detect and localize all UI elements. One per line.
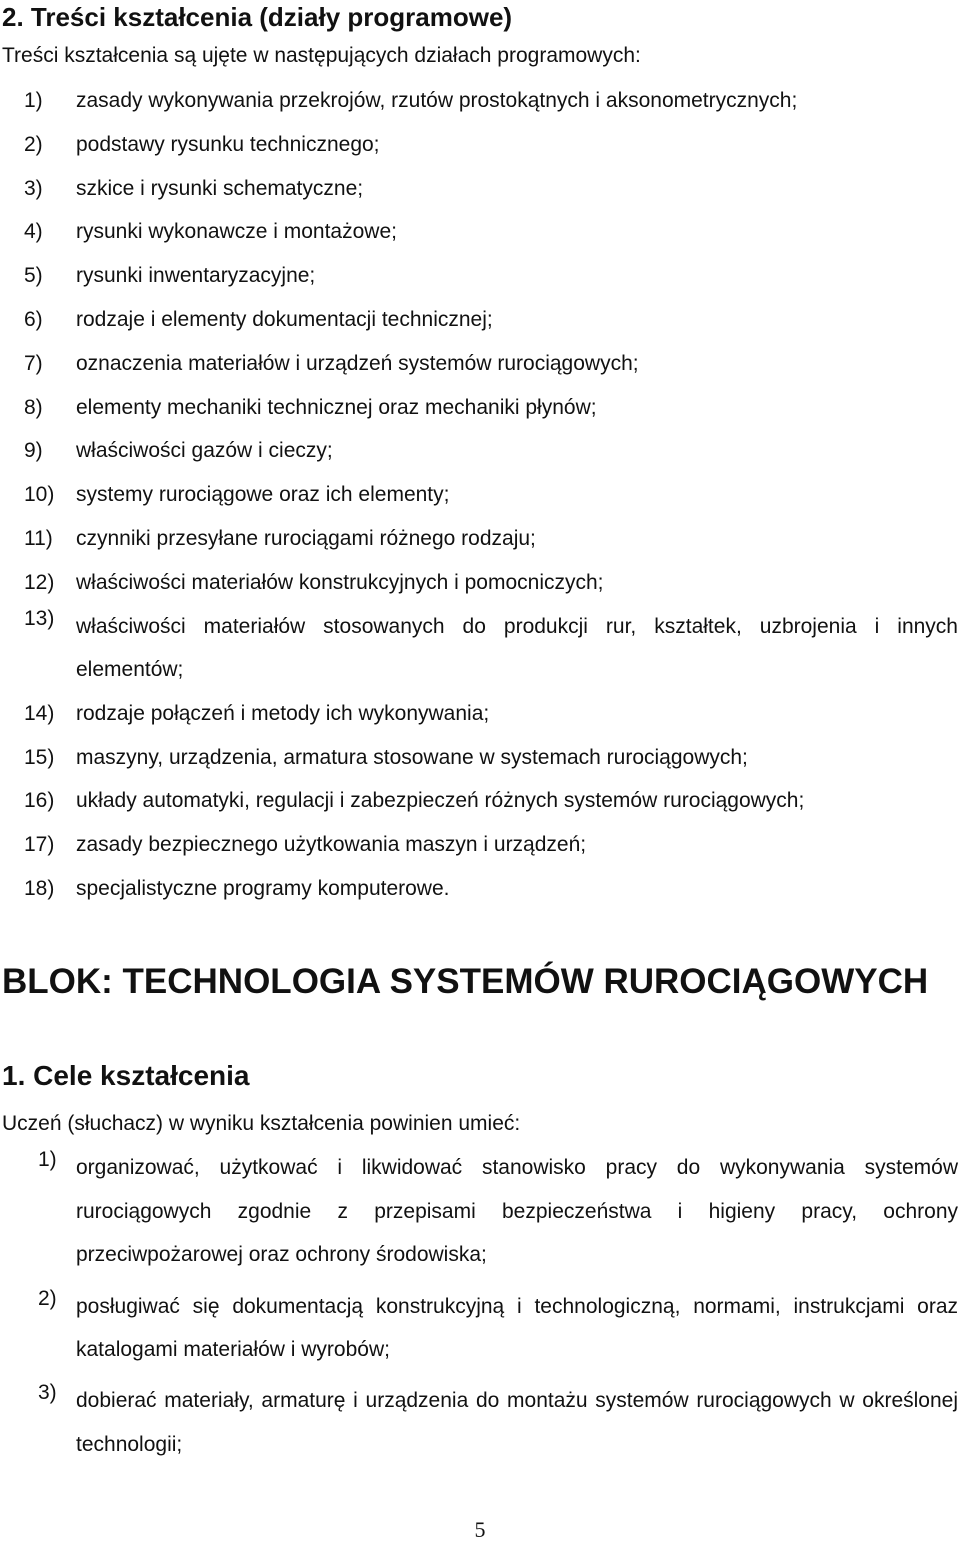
list-item (0, 569, 958, 597)
list-item-text: rysunki inwentaryzacyjne; (76, 264, 316, 288)
page-number: 5 (474, 1517, 486, 1542)
list-item-text: dobierać materiały, armaturę i urządzenia do montażu systemów rurociągowych w określonej technologii; (76, 1389, 958, 1456)
list-item-text: organizować, użytkować i likwidować stanowisko pracy do wykonywania systemów rurociągowych zgodnie z przepisami bezpieczeństwa i higieny pracy, ochrony przeciwpożarowej oraz ochrony środowiska; (76, 1156, 958, 1267)
list-item-number: 16) (24, 789, 55, 813)
list-item (0, 437, 958, 465)
list-item (0, 744, 958, 772)
list-item-number: 1) (38, 1148, 57, 1172)
list-item-text: posługiwać się dokumentacją konstrukcyjną i technologiczną, normami, instrukcjami oraz katalogami materiałów i wyrobów; (76, 1294, 958, 1361)
goals-heading: 1. Cele kształcenia (2, 1060, 250, 1091)
list-item (0, 831, 958, 859)
list-item-number: 2) (38, 1286, 57, 1310)
list-item-text: rodzaje połączeń i metody ich wykonywania; (76, 701, 490, 725)
list-item-number: 18) (24, 877, 55, 901)
list-item-text: podstawy rysunku technicznego; (76, 132, 380, 156)
list-item (0, 875, 958, 903)
list-item (0, 1379, 958, 1466)
list-item-number: 12) (24, 570, 55, 594)
list-item (0, 175, 958, 203)
list-item-text: oznaczenia materiałów i urządzeń systemów rurociągowych; (76, 351, 639, 375)
list-item-number: 8) (24, 395, 43, 419)
section-heading: 2. Treści kształcenia (działy programowe) (2, 2, 513, 32)
list-item (0, 306, 958, 334)
list-item-number: 9) (24, 439, 43, 463)
list-item-number: 5) (24, 264, 43, 288)
list-item-text: specjalistyczne programy komputerowe. (76, 877, 450, 901)
list-item-text: systemy rurociągowe oraz ich elementy; (76, 483, 450, 507)
list-item-number: 2) (24, 132, 43, 156)
list-item (0, 87, 958, 115)
list-item-text: właściwości gazów i cieczy; (76, 439, 333, 463)
list-item-number: 10) (24, 483, 55, 507)
list-item (0, 1146, 958, 1277)
list-item-number: 4) (24, 220, 43, 244)
list-item-text: właściwości materiałów konstrukcyjnych i pomocniczych; (76, 570, 604, 594)
list-item-text: elementy mechaniki technicznej oraz mechaniki płynów; (76, 395, 597, 419)
list-item-number: 7) (24, 351, 43, 375)
list-item-text: zasady wykonywania przekrojów, rzutów prostokątnych i aksonometrycznych; (76, 89, 798, 112)
list-item (0, 131, 958, 159)
list-item-text: czynniki przesyłane rurociągami różnego rodzaju; (76, 526, 536, 550)
list-item-number: 3) (24, 176, 43, 200)
list-item-text: maszyny, urządzenia, armatura stosowane w systemach rurociągowych; (76, 745, 748, 769)
list-item (0, 218, 958, 246)
list-item-number: 14) (24, 701, 55, 725)
content-list (0, 87, 958, 919)
list-item-number: 6) (24, 307, 43, 331)
goals-intro: Uczeń (słuchacz) w wyniku kształcenia powinien umieć: (2, 1112, 521, 1135)
list-item (0, 262, 958, 290)
block-title: BLOK: TECHNOLOGIA SYSTEMÓW RUROCIĄGOWYCH (2, 962, 929, 1001)
list-item (0, 481, 958, 509)
list-item (0, 525, 958, 553)
list-item-text: właściwości materiałów stosowanych do produkcji rur, kształtek, uzbrojenia i innych elementów; (76, 614, 958, 682)
list-item (0, 1285, 958, 1372)
list-item (0, 394, 958, 422)
list-item (0, 350, 958, 378)
list-item (0, 787, 958, 815)
list-item-text: zasady bezpiecznego użytkowania maszyn i urządzeń; (76, 833, 587, 857)
list-item-text: rysunki wykonawcze i montażowe; (76, 220, 397, 244)
list-item-text: szkice i rysunki schematyczne; (76, 176, 364, 200)
list-item-number: 3) (38, 1381, 57, 1405)
list-item-number: 1) (24, 89, 43, 112)
list-item-number: 11) (24, 526, 53, 550)
list-item-number: 15) (24, 745, 55, 769)
list-item (0, 605, 958, 692)
goals-list (0, 1148, 958, 1474)
list-item-text: rodzaje i elementy dokumentacji technicznej; (76, 307, 493, 331)
list-item-text: układy automatyki, regulacji i zabezpieczeń różnych systemów rurociągowych; (76, 789, 805, 813)
section-intro: Treści kształcenia są ujęte w następujących działach programowych: (2, 44, 641, 67)
list-item-number: 17) (24, 833, 55, 857)
list-item-number: 13) (24, 606, 55, 630)
list-item (0, 700, 958, 728)
